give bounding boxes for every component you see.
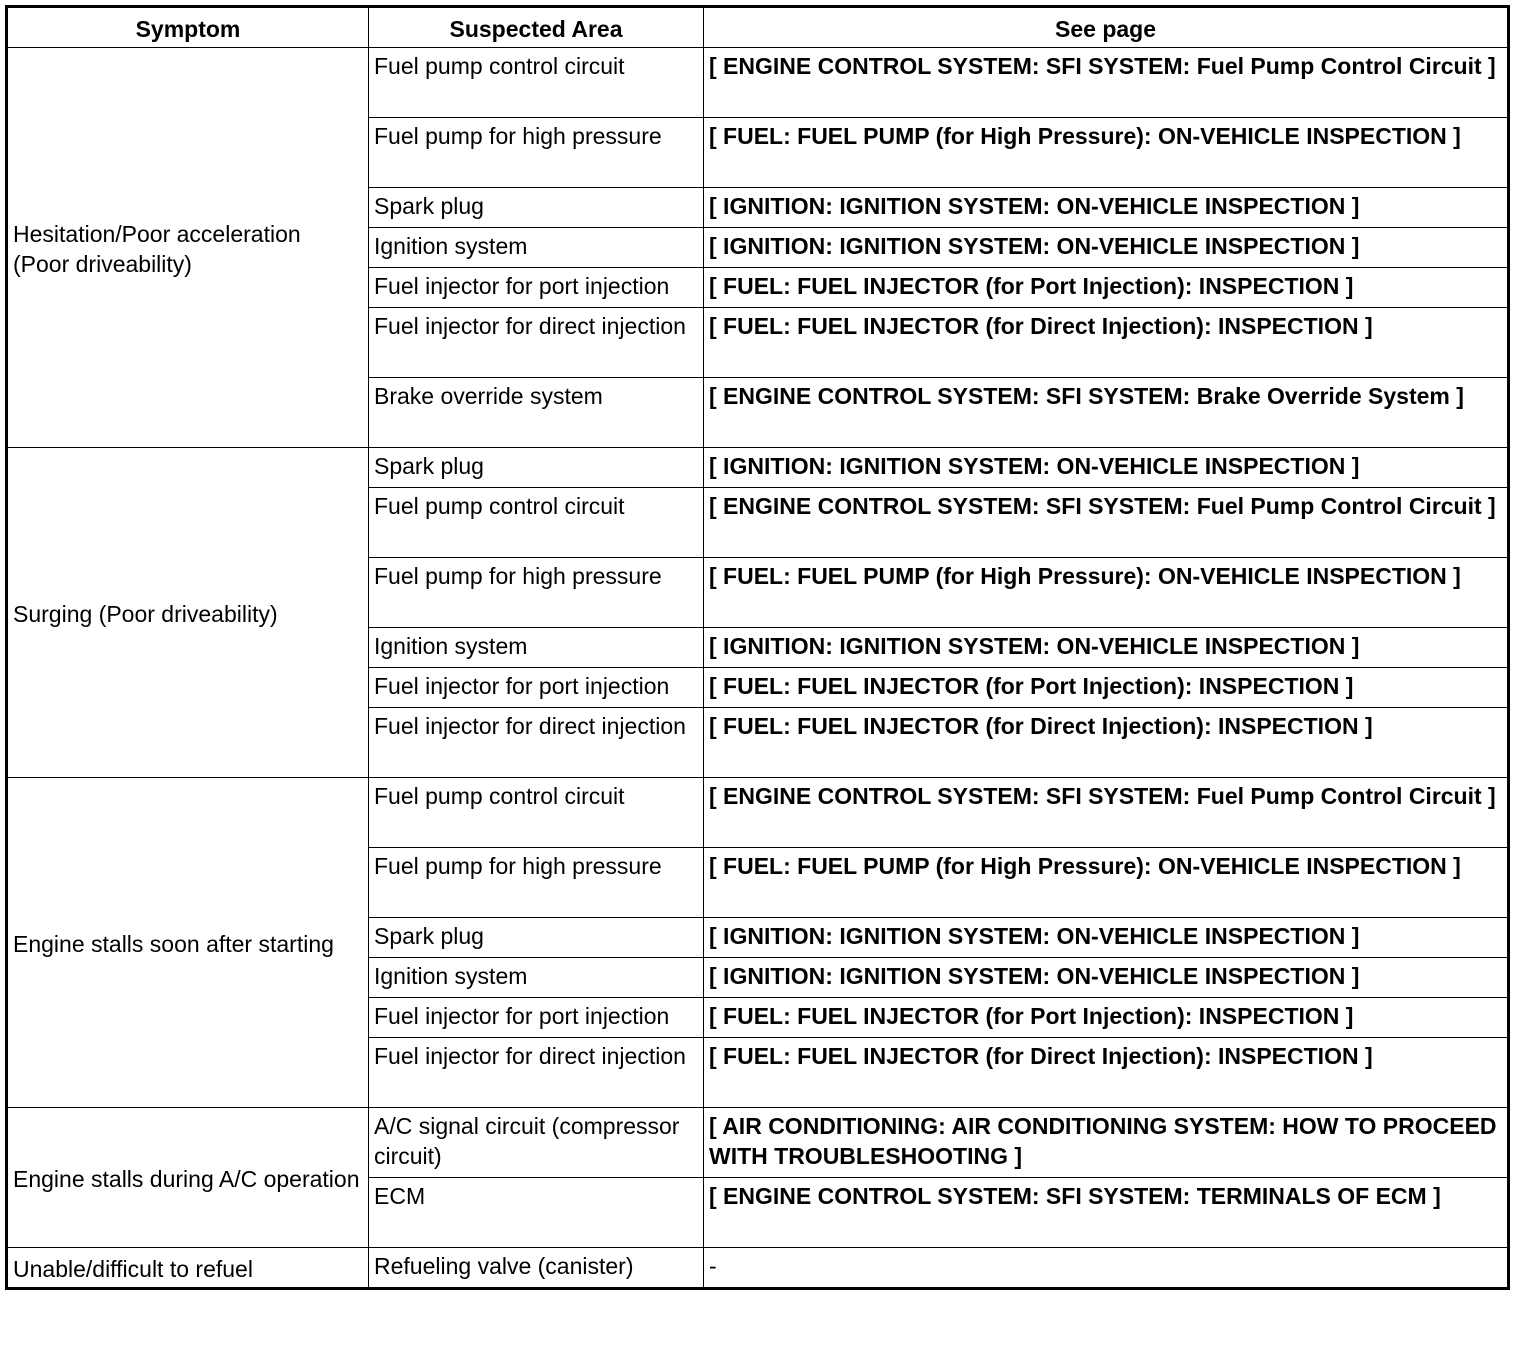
see-page-reference: [ FUEL: FUEL PUMP (for High Pressure): ON-VEHICLE INSPECTION ] bbox=[704, 558, 1509, 628]
see-page-reference: [ AIR CONDITIONING: AIR CONDITIONING SYSTEM: HOW TO PROCEED WITH TROUBLESHOOTING ] bbox=[704, 1108, 1509, 1178]
see-page-reference: [ IGNITION: IGNITION SYSTEM: ON-VEHICLE INSPECTION ] bbox=[704, 448, 1509, 488]
suspected-area-cell: A/C signal circuit (compressor circuit) bbox=[369, 1108, 704, 1178]
see-page-reference: [ IGNITION: IGNITION SYSTEM: ON-VEHICLE INSPECTION ] bbox=[704, 228, 1509, 268]
see-page-reference: [ IGNITION: IGNITION SYSTEM: ON-VEHICLE INSPECTION ] bbox=[704, 628, 1509, 668]
see-page-reference: [ FUEL: FUEL INJECTOR (for Direct Injection): INSPECTION ] bbox=[704, 708, 1509, 778]
suspected-area-cell: Fuel injector for direct injection bbox=[369, 1038, 704, 1108]
header-row bbox=[7, 7, 1509, 48]
table-row bbox=[7, 1248, 1509, 1289]
table-row bbox=[7, 1108, 1509, 1178]
see-page-reference: [ FUEL: FUEL INJECTOR (for Direct Injection): INSPECTION ] bbox=[704, 308, 1509, 378]
table-row bbox=[7, 448, 1509, 488]
suspected-area-cell: Spark plug bbox=[369, 448, 704, 488]
see-page-reference: [ FUEL: FUEL INJECTOR (for Port Injection): INSPECTION ] bbox=[704, 268, 1509, 308]
see-page-reference: [ IGNITION: IGNITION SYSTEM: ON-VEHICLE INSPECTION ] bbox=[704, 918, 1509, 958]
symptom-cell: Surging (Poor driveability) bbox=[7, 448, 369, 778]
suspected-area-cell: Fuel pump for high pressure bbox=[369, 848, 704, 918]
see-page-reference: [ FUEL: FUEL INJECTOR (for Port Injection): INSPECTION ] bbox=[704, 668, 1509, 708]
suspected-area-cell: Spark plug bbox=[369, 918, 704, 958]
see-page-reference: [ FUEL: FUEL INJECTOR (for Port Injection): INSPECTION ] bbox=[704, 998, 1509, 1038]
see-page-reference: [ FUEL: FUEL PUMP (for High Pressure): ON-VEHICLE INSPECTION ] bbox=[704, 848, 1509, 918]
see-page-reference: [ ENGINE CONTROL SYSTEM: SFI SYSTEM: TERMINALS OF ECM ] bbox=[704, 1178, 1509, 1248]
suspected-area-cell: Fuel injector for port injection bbox=[369, 998, 704, 1038]
suspected-area-cell: Ignition system bbox=[369, 958, 704, 998]
see-page-reference: [ ENGINE CONTROL SYSTEM: SFI SYSTEM: Fuel Pump Control Circuit ] bbox=[704, 488, 1509, 558]
symptom-cell: Engine stalls during A/C operation bbox=[7, 1108, 369, 1248]
see-page-reference: [ IGNITION: IGNITION SYSTEM: ON-VEHICLE INSPECTION ] bbox=[704, 958, 1509, 998]
suspected-area-cell: Fuel injector for direct injection bbox=[369, 708, 704, 778]
suspected-area-cell: Fuel injector for direct injection bbox=[369, 308, 704, 378]
see-page-reference: [ FUEL: FUEL INJECTOR (for Direct Injection): INSPECTION ] bbox=[704, 1038, 1509, 1108]
suspected-area-cell: Fuel pump control circuit bbox=[369, 48, 704, 118]
suspected-area-cell: Ignition system bbox=[369, 628, 704, 668]
suspected-area-cell: Fuel pump control circuit bbox=[369, 488, 704, 558]
symptom-cell: Engine stalls soon after starting bbox=[7, 778, 369, 1108]
header-suspected-area: Suspected Area bbox=[369, 7, 704, 48]
suspected-area-cell: Brake override system bbox=[369, 378, 704, 448]
see-page-reference: [ ENGINE CONTROL SYSTEM: SFI SYSTEM: Fuel Pump Control Circuit ] bbox=[704, 778, 1509, 848]
suspected-area-cell: Fuel injector for port injection bbox=[369, 268, 704, 308]
suspected-area-cell: Fuel injector for port injection bbox=[369, 668, 704, 708]
suspected-area-cell: Fuel pump for high pressure bbox=[369, 118, 704, 188]
table-row bbox=[7, 48, 1509, 118]
see-page-reference: [ ENGINE CONTROL SYSTEM: SFI SYSTEM: Fuel Pump Control Circuit ] bbox=[704, 48, 1509, 118]
suspected-area-cell: ECM bbox=[369, 1178, 704, 1248]
symptom-cell: Hesitation/Poor acceleration (Poor driveability) bbox=[7, 48, 369, 448]
suspected-area-cell: Ignition system bbox=[369, 228, 704, 268]
table-row bbox=[7, 778, 1509, 848]
suspected-area-cell: Fuel pump for high pressure bbox=[369, 558, 704, 628]
see-page-reference: [ ENGINE CONTROL SYSTEM: SFI SYSTEM: Brake Override System ] bbox=[704, 378, 1509, 448]
symptom-cell: Unable/difficult to refuel bbox=[7, 1248, 369, 1289]
suspected-area-cell: Spark plug bbox=[369, 188, 704, 228]
see-page-reference: - bbox=[704, 1248, 1509, 1289]
symptom-table bbox=[5, 5, 1510, 1290]
see-page-reference: [ IGNITION: IGNITION SYSTEM: ON-VEHICLE INSPECTION ] bbox=[704, 188, 1509, 228]
suspected-area-cell: Refueling valve (canister) bbox=[369, 1248, 704, 1289]
suspected-area-cell: Fuel pump control circuit bbox=[369, 778, 704, 848]
header-see-page: See page bbox=[704, 7, 1509, 48]
see-page-reference: [ FUEL: FUEL PUMP (for High Pressure): ON-VEHICLE INSPECTION ] bbox=[704, 118, 1509, 188]
header-symptom: Symptom bbox=[7, 7, 369, 48]
